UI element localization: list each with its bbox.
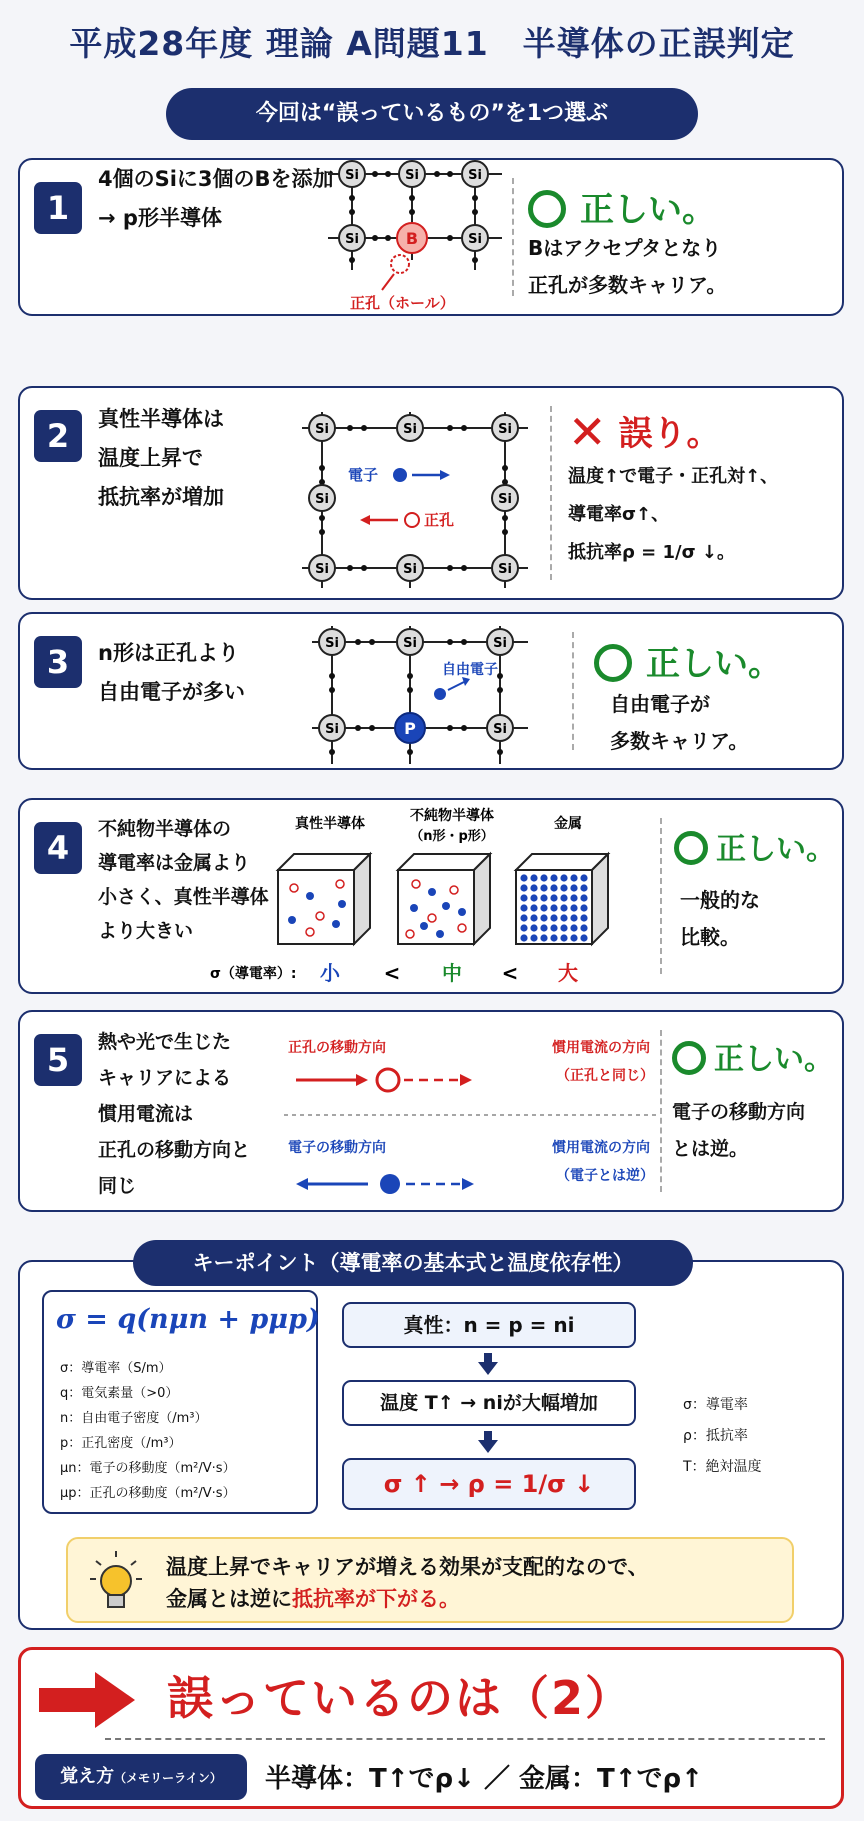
metal-electron — [570, 874, 577, 881]
item-explanation: 電子の移動方向 とは逆。 — [672, 1101, 806, 1160]
svg-text:真性半導体: 真性半導体 — [295, 816, 365, 832]
svg-text:Si: Si — [403, 636, 417, 651]
memory-label: 覚え方（メモリーライン） — [35, 1754, 247, 1800]
item-number: 2 — [34, 410, 82, 462]
metal-electron — [520, 874, 527, 881]
svg-text:Si: Si — [345, 168, 359, 183]
flow-step-2: 温度 T↑ → niが大幅増加 — [342, 1380, 636, 1426]
svg-text:Si: Si — [315, 562, 329, 577]
circle-icon — [528, 190, 566, 228]
svg-text:Si: Si — [498, 422, 512, 437]
down-arrow-icon — [478, 1362, 498, 1375]
answer-text: 誤っているのは（2） — [167, 1671, 634, 1725]
divider — [572, 632, 574, 750]
metal-electron — [530, 884, 537, 891]
item-number: 5 — [34, 1034, 82, 1086]
svg-text:慣用電流の方向: 慣用電流の方向 — [552, 1040, 650, 1056]
svg-text:<: < — [501, 961, 519, 985]
flow-step-3: σ ↑ → ρ = 1/σ ↓ — [342, 1458, 636, 1510]
metal-electron — [540, 934, 547, 941]
cross-icon: ✕ — [568, 404, 607, 459]
metal-electron — [560, 914, 567, 921]
metal-electron — [550, 874, 557, 881]
instruction-banner: 今回は“誤っているもの”を1つ選ぶ — [166, 88, 698, 140]
svg-text:電子の移動方向: 電子の移動方向 — [288, 1140, 386, 1156]
divider — [660, 1030, 662, 1192]
metal-electron — [540, 904, 547, 911]
answer-panel — [18, 1647, 844, 1809]
down-arrow-icon — [478, 1440, 498, 1453]
electron-dot — [380, 1174, 400, 1194]
svg-text:慣用電流の方向: 慣用電流の方向 — [552, 1140, 650, 1156]
svg-text:σ（導電率）:: σ（導電率）: — [210, 966, 297, 982]
svg-text:Si: Si — [315, 492, 329, 507]
intrinsic-cube — [278, 854, 370, 944]
metal-electron — [560, 924, 567, 931]
svg-text:Si: Si — [468, 168, 482, 183]
metal-electron — [530, 874, 537, 881]
metal-electron — [570, 884, 577, 891]
svg-text:中: 中 — [442, 961, 462, 985]
metal-electron — [570, 894, 577, 901]
divider — [550, 406, 552, 580]
metal-electron — [530, 924, 537, 931]
hole-label: 正孔（ホール） — [350, 294, 455, 312]
svg-text:<: < — [383, 961, 401, 985]
hole-label: 正孔 — [424, 511, 455, 529]
svg-text:Si: Si — [315, 422, 329, 437]
metal-electron — [560, 874, 567, 881]
metal-electron — [580, 924, 587, 931]
item-card-2 — [18, 386, 844, 600]
metal-electron — [520, 884, 527, 891]
svg-text:（正孔と同じ）: （正孔と同じ） — [556, 1068, 654, 1084]
intrinsic-diagram — [300, 398, 530, 593]
svg-text:B: B — [405, 229, 419, 248]
page-title: 平成28年度 理論 A問題11 半導体の正誤判定 — [69, 24, 795, 63]
svg-text:正孔の移動方向: 正孔の移動方向 — [288, 1040, 386, 1056]
svg-text:Si: Si — [498, 562, 512, 577]
metal-electron — [570, 934, 577, 941]
divider — [512, 178, 514, 296]
item-explanation: 一般的な 比較。 — [680, 888, 760, 949]
free-electron-label: 自由電子 — [442, 662, 498, 678]
metal-electron — [540, 914, 547, 921]
svg-text:不純物半導体: 不純物半導体 — [410, 808, 494, 824]
keypoint-title: キーポイント（導電率の基本式と温度依存性） — [133, 1240, 693, 1286]
metal-electron — [580, 874, 587, 881]
right-arrow-icon — [39, 1672, 139, 1728]
circle-icon — [594, 644, 632, 682]
verdict-correct: 正しい。 — [528, 182, 716, 231]
svg-text:Si: Si — [498, 492, 512, 507]
item-explanation: Bはアクセプタとなり 正孔が多数キャリア。 — [528, 236, 727, 297]
formula-box — [42, 1290, 318, 1514]
metal-electron — [580, 894, 587, 901]
metal-electron — [580, 934, 587, 941]
metal-electron — [530, 914, 537, 921]
metal-electron — [550, 894, 557, 901]
current-direction-diagram — [284, 1012, 664, 1212]
boron-doping-diagram — [320, 160, 510, 315]
verdict-correct: 正しい。 — [594, 636, 782, 685]
tip-box — [66, 1537, 794, 1623]
svg-text:大: 大 — [558, 961, 578, 985]
metal-electron — [540, 894, 547, 901]
hole-marker — [391, 255, 409, 273]
item-question: 4個のSiに3個のBを添加 → p形半導体 — [98, 167, 334, 230]
svg-text:Si: Si — [325, 722, 339, 737]
metal-electron — [530, 934, 537, 941]
divider — [660, 818, 662, 974]
svg-text:Si: Si — [403, 562, 417, 577]
flow-step-1: 真性：n = p = ni — [342, 1302, 636, 1348]
metal-electron — [560, 884, 567, 891]
metal-electron — [530, 904, 537, 911]
answer-divider — [105, 1738, 825, 1740]
svg-text:Si: Si — [325, 636, 339, 651]
svg-text:金属: 金属 — [554, 816, 582, 832]
metal-electron — [520, 914, 527, 921]
conductivity-comparison-diagram — [170, 800, 670, 994]
svg-text:Si: Si — [493, 636, 507, 651]
metal-electron — [580, 904, 587, 911]
svg-text:Si: Si — [493, 722, 507, 737]
metal-electron — [560, 934, 567, 941]
metal-electron — [530, 894, 537, 901]
metal-electron — [540, 874, 547, 881]
metal-electron — [540, 884, 547, 891]
item-explanation: 温度↑で電子・正孔対↑、 導電率σ↑、 抵抗率ρ = 1/σ ↓。 — [568, 466, 779, 563]
verdict-correct: 正しい。 — [672, 1034, 834, 1078]
symbol-legend: σ：導電率 ρ：抵抗率 T：絶対温度 — [683, 1397, 762, 1475]
circle-icon — [672, 1041, 706, 1075]
svg-text:Si: Si — [405, 168, 419, 183]
metal-electron — [550, 924, 557, 931]
item-card-1 — [18, 158, 844, 316]
metal-electron — [520, 924, 527, 931]
memory-line: 半導体：T↑でρ↓ ／ 金属：T↑でρ↑ — [265, 1764, 703, 1794]
svg-text:Si: Si — [403, 422, 417, 437]
svg-text:Si: Si — [468, 232, 482, 247]
metal-electron — [550, 934, 557, 941]
metal-electron — [560, 904, 567, 911]
conductivity-formula: σ = q(nμn + pμp) — [56, 1304, 320, 1335]
verdict-wrong: ✕ 誤り。 — [568, 404, 721, 459]
svg-text:（n形・p形）: （n形・p形） — [410, 829, 494, 844]
item-card-4 — [18, 798, 844, 994]
hole-circle — [377, 1069, 399, 1091]
circle-icon — [674, 831, 708, 865]
item-number: 4 — [34, 822, 82, 874]
metal-electron — [580, 914, 587, 921]
svg-text:P: P — [404, 719, 416, 738]
metal-electron — [570, 914, 577, 921]
svg-text:（電子とは逆）: （電子とは逆） — [556, 1168, 654, 1184]
verdict-correct: 正しい。 — [674, 824, 836, 868]
metal-electron — [550, 914, 557, 921]
item-question: n形は正孔より 自由電子が多い — [98, 641, 245, 704]
item-question: 熱や光で生じた キャリアによる 慣用電流は 正孔の移動方向と 同じ — [98, 1031, 251, 1197]
metal-electron — [520, 894, 527, 901]
free-electron-dot — [434, 688, 446, 700]
item-number: 1 — [34, 182, 82, 234]
item-question: 不純物半導体の 導電率は金属より 小さく、真性半導体 より大きい — [98, 818, 269, 942]
metal-electron — [550, 884, 557, 891]
svg-text:小: 小 — [320, 961, 340, 985]
metal-electron — [520, 934, 527, 941]
metal-electron — [570, 904, 577, 911]
svg-text:Si: Si — [345, 232, 359, 247]
item-question: 真性半導体は 温度上昇で 抵抗率が増加 — [98, 407, 224, 509]
metal-electron — [520, 904, 527, 911]
item-explanation: 自由電子が 多数キャリア。 — [610, 692, 749, 753]
metal-electron — [580, 884, 587, 891]
item-card-5 — [18, 1010, 844, 1212]
metal-electron — [560, 894, 567, 901]
metal-electron — [550, 904, 557, 911]
electron-label: 電子 — [348, 466, 379, 484]
metal-electron — [540, 924, 547, 931]
tip-text: 温度上昇でキャリアが増える効果が支配的なので、 金属とは逆に抵抗率が下がる。 — [166, 1555, 649, 1611]
item-card-3 — [18, 612, 844, 770]
metal-electron — [570, 924, 577, 931]
electron-dot — [393, 468, 407, 482]
lightbulb-icon — [88, 1549, 144, 1615]
hole-circle — [405, 513, 419, 527]
item-number: 3 — [34, 636, 82, 688]
symbol-definitions: σ：導電率（S/m） q：電気素量（>0） n：自由電子密度（/m³） p：正孔密度（/m³） μn：電子の移動度（m²/V·s） μp：正孔の移動度（m²/V·s） — [60, 1361, 236, 1501]
phosphorus-doping-diagram — [310, 618, 530, 768]
